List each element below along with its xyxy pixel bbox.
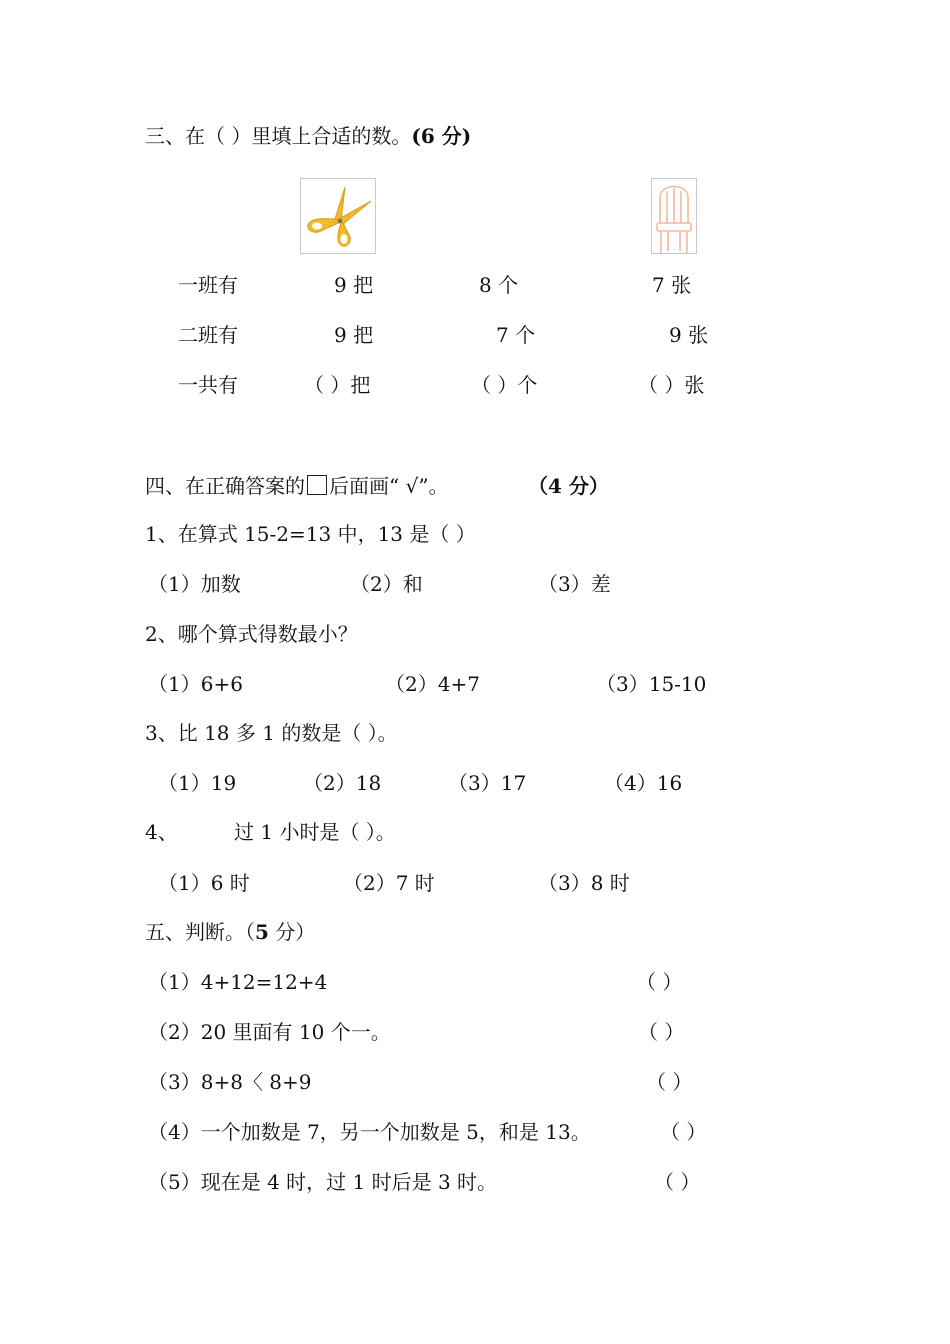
option[interactable]: （2）18 xyxy=(303,771,382,795)
row-cell: 9 把 xyxy=(334,323,374,347)
row-cell: 7 个 xyxy=(496,323,536,347)
judge-item: （5）现在是 4 时，过 1 时后是 3 时。 xyxy=(148,1170,498,1194)
row-label: 一班有 xyxy=(178,273,238,297)
scissors-icon xyxy=(300,178,376,254)
answer-blank[interactable]: （ ）把 xyxy=(304,373,371,397)
row-label: 一共有 xyxy=(178,373,238,397)
option[interactable]: （3）17 xyxy=(448,771,527,795)
option[interactable]: （3）差 xyxy=(538,572,611,596)
option[interactable]: （3）8 时 xyxy=(538,871,630,895)
answer-blank[interactable]: （ ）个 xyxy=(471,373,538,397)
judge-blank[interactable]: （ ） xyxy=(654,1170,701,1194)
option[interactable]: （3）15-10 xyxy=(596,672,707,696)
option[interactable]: （1）6 时 xyxy=(158,871,250,895)
option[interactable]: （1）加数 xyxy=(148,572,241,596)
question-text: 3、比 18 多 1 的数是（ ）。 xyxy=(145,721,398,745)
question-text: 过 1 小时是（ ）。 xyxy=(234,820,396,844)
judge-blank[interactable]: （ ） xyxy=(636,970,683,994)
judge-blank[interactable]: （ ） xyxy=(638,1020,685,1044)
answer-box-icon xyxy=(307,475,327,495)
judge-item: （2）20 里面有 10 个一。 xyxy=(148,1020,391,1044)
answer-blank[interactable]: （ ）张 xyxy=(638,373,705,397)
option[interactable]: （2）7 时 xyxy=(343,871,435,895)
row-label: 二班有 xyxy=(178,323,238,347)
row-cell: 8 个 xyxy=(479,273,519,297)
row-cell: 9 把 xyxy=(334,273,374,297)
judge-item: （4）一个加数是 7，另一个加数是 5，和是 13。 xyxy=(148,1120,591,1144)
option[interactable]: （2）和 xyxy=(350,572,423,596)
question-text: 1、在算式 15-2=13 中，13 是（ ） xyxy=(145,522,476,546)
option[interactable]: （4）16 xyxy=(604,771,683,795)
judge-item: （3）8+8〈 8+9 xyxy=(148,1070,312,1094)
chair-icon xyxy=(651,178,697,254)
section5-heading: 五、判断。（5 分） xyxy=(145,920,316,944)
judge-blank[interactable]: （ ） xyxy=(660,1120,707,1144)
row-cell: 7 张 xyxy=(652,273,692,297)
option[interactable]: （1）6+6 xyxy=(148,672,243,696)
row-cell: 9 张 xyxy=(669,323,709,347)
judge-blank[interactable]: （ ） xyxy=(646,1070,693,1094)
section3-heading: 三、在（ ）里填上合适的数。(6 分) xyxy=(145,124,472,148)
question-number: 4、 xyxy=(145,820,178,844)
question-text: 2、哪个算式得数最小？ xyxy=(145,622,358,646)
option[interactable]: （1）19 xyxy=(158,771,237,795)
section4-score: （4 分） xyxy=(528,474,609,498)
judge-item: （1）4+12=12+4 xyxy=(148,970,328,994)
option[interactable]: （2）4+7 xyxy=(385,672,480,696)
section4-heading: 四、在正确答案的 后面画“ √”。 xyxy=(145,474,449,498)
